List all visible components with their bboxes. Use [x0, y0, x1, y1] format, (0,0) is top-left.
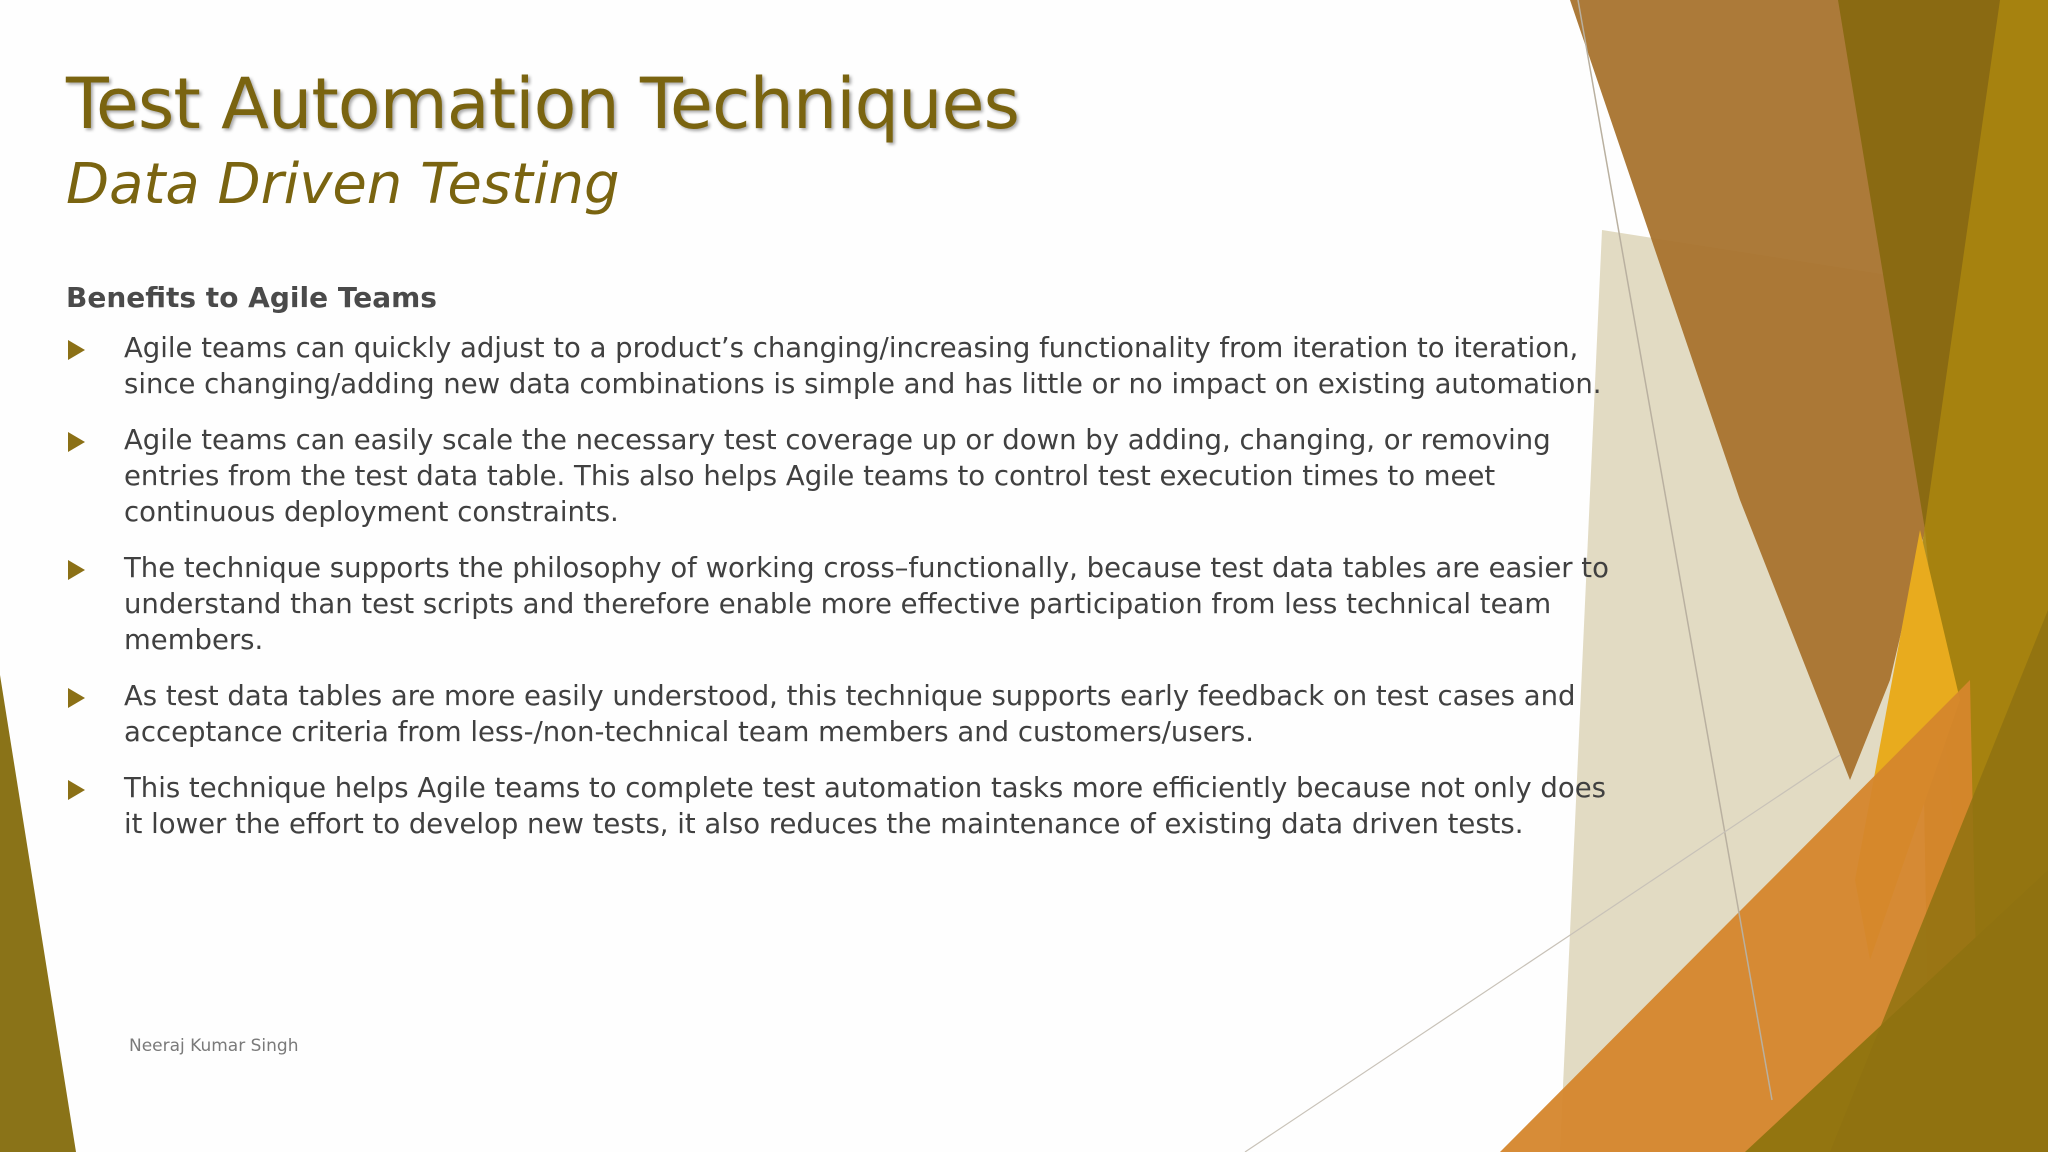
bullet-text-1: Agile teams can quickly adjust to a product’s changing/increasing functionality from iteration to iteration, since changing/adding new data combinations is simple and has little or no impact on existing automation. [124, 332, 1602, 400]
triangle-bullet-icon [68, 340, 85, 360]
section-heading: Benefits to Agile Teams [66, 281, 437, 314]
slide-title: Test Automation Techniques [66, 63, 1019, 145]
triangle-bullet-icon [68, 560, 85, 580]
triangle-bullet-icon [68, 780, 85, 800]
bullet-list [66, 330, 1626, 842]
bullet-item-4 [66, 678, 1626, 750]
triangle-bullet-icon [68, 432, 85, 452]
bullet-text-4: As test data tables are more easily understood, this technique supports early feedback on test cases and acceptance criteria from less-/non-technical team members and customers/users. [124, 680, 1576, 748]
bullet-text-3: The technique supports the philosophy of working cross–functionally, because test data tables are easier to understand than test scripts and therefore enable more effective participation from less technical team members. [124, 552, 1609, 656]
bullet-text-2: Agile teams can easily scale the necessary test coverage up or down by adding, changing, or removing entries from the test data table. This also helps Agile teams to control test execution times to meet continuous deployment constraints. [124, 424, 1551, 528]
slide-body [66, 278, 1626, 862]
bullet-text-5: This technique helps Agile teams to complete test automation tasks more efficiently because not only does it lower the effort to develop new tests, it also reduces the maintenance of existing data driven tests. [124, 772, 1606, 840]
footer-author: Neeraj Kumar Singh [129, 1036, 299, 1056]
bullet-item-1 [66, 330, 1626, 402]
left-edge-shape [0, 675, 76, 1152]
bullet-item-5 [66, 770, 1626, 842]
bullet-item-3 [66, 550, 1626, 658]
bullet-item-2 [66, 422, 1626, 530]
triangle-bullet-icon [68, 688, 85, 708]
slide-subtitle: Data Driven Testing [66, 152, 620, 217]
